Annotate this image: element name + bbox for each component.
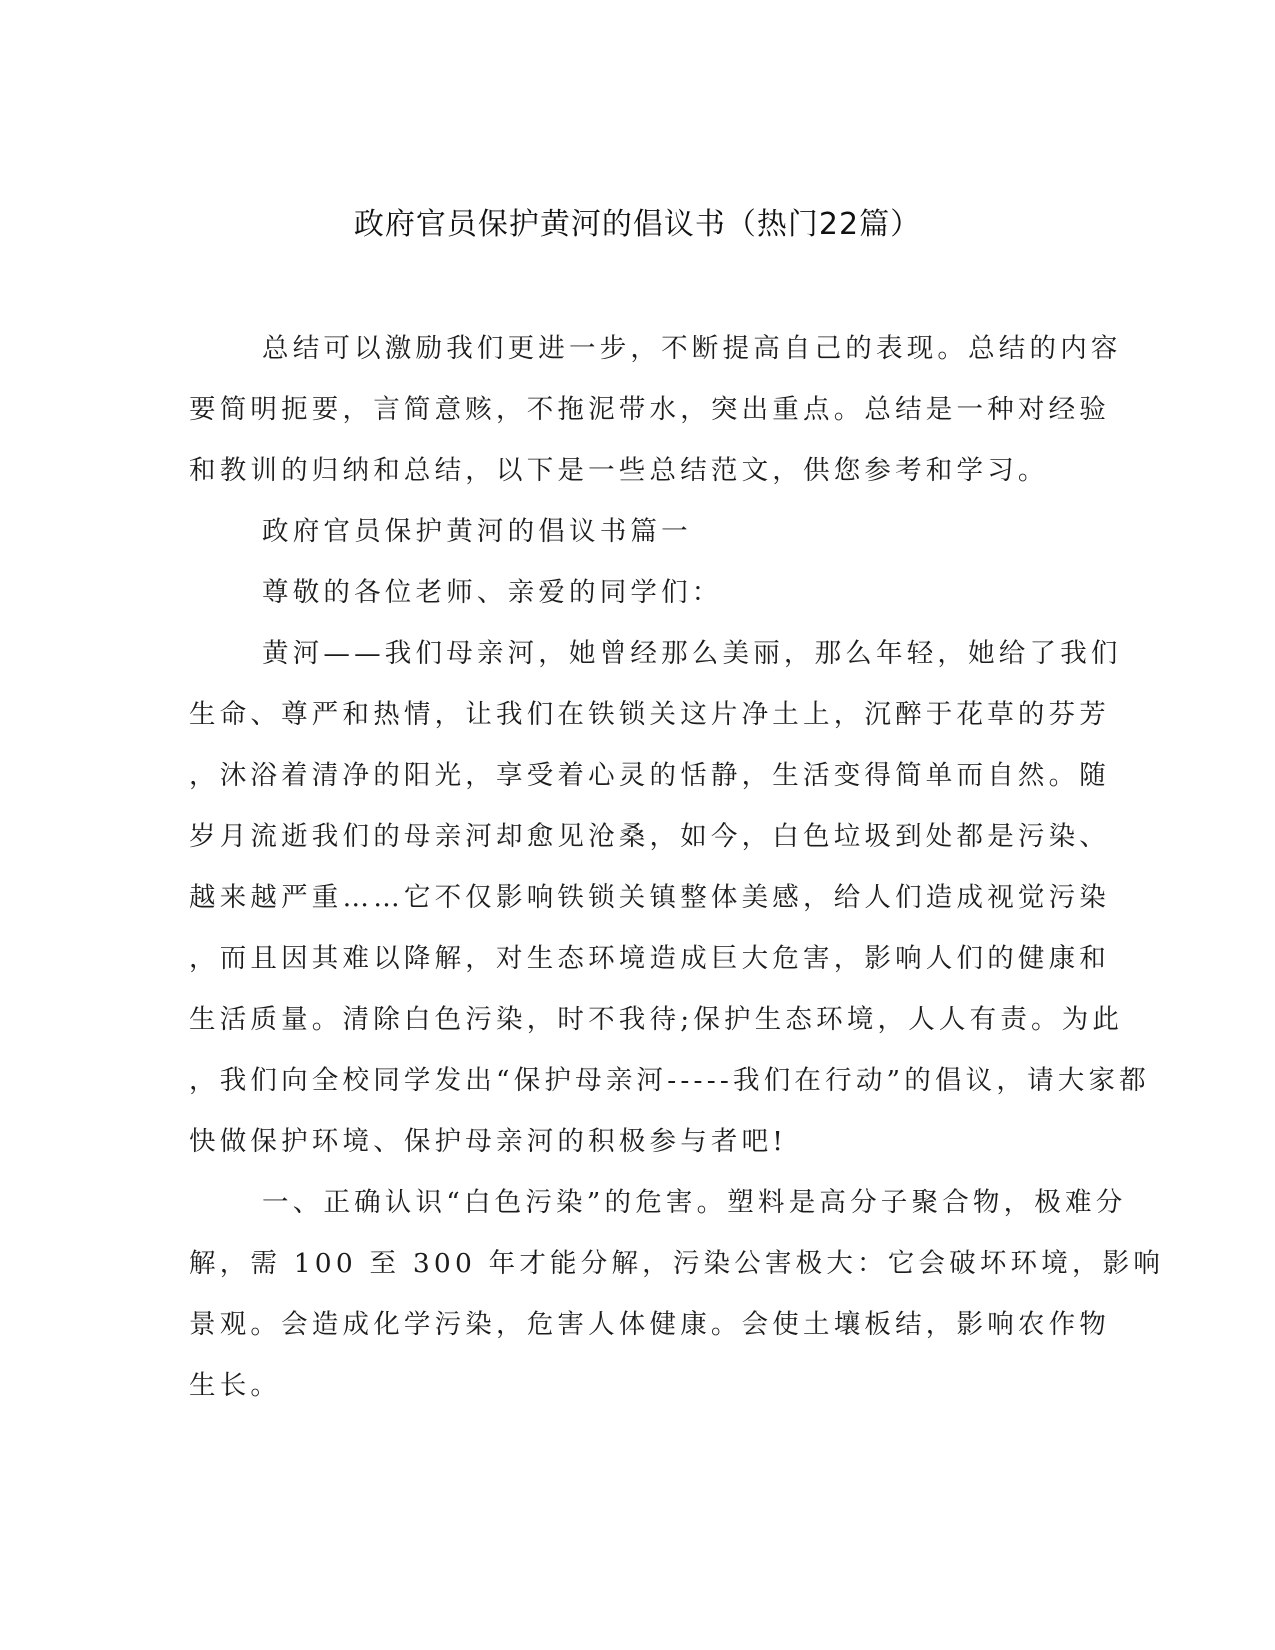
document-title: 政府官员保护黄河的倡议书（热门22篇） (353, 207, 922, 242)
section-heading: 政府官员保护黄河的倡议书篇一 (262, 516, 692, 547)
text-line: 生长。 (189, 1370, 282, 1401)
text-line: 生活质量。清除白色污染，时不我待;保护生态环境，人人有责。为此 (189, 1004, 1124, 1035)
text-line: 景观。会造成化学污染，危害人体健康。会使土壤板结，影响农作物 (189, 1309, 1110, 1340)
text-line: 黄河——我们母亲河，她曾经那么美丽，那么年轻，她给了我们 (262, 638, 1122, 669)
text-line: 岁月流逝我们的母亲河却愈见沧桑，如今，白色垃圾到处都是污染、 (189, 821, 1110, 852)
text-line: 要简明扼要，言简意赅，不拖泥带水，突出重点。总结是一种对经验 (189, 394, 1110, 425)
text-line: 一、正确认识“白色污染”的危害。塑料是高分子聚合物，极难分 (262, 1187, 1127, 1218)
text-line: 生命、尊严和热情，让我们在铁锁关这片净土上，沉醉于花草的芬芳 (189, 699, 1110, 730)
text-line: 越来越严重……它不仅影响铁锁关镇整体美感，给人们造成视觉污染 (189, 882, 1110, 913)
text-line: 总结可以激励我们更进一步，不断提高自己的表现。总结的内容 (262, 333, 1122, 364)
text-line: ，我们向全校同学发出“保护母亲河-----我们在行动”的倡议，请大家都 (189, 1065, 1150, 1096)
text-line: 快做保护环境、保护母亲河的积极参与者吧! (189, 1126, 788, 1157)
text-line: 解，需 100 至 300 年才能分解，污染公害极大：它会破坏环境，影响 (189, 1248, 1165, 1279)
text-line: 和教训的归纳和总结，以下是一些总结范文，供您参考和学习。 (189, 455, 1049, 486)
document-body (189, 325, 1165, 1423)
salutation: 尊敬的各位老师、亲爱的同学们： (262, 577, 723, 608)
text-line: ，沐浴着清净的阳光，享受着心灵的恬静，生活变得简单而自然。随 (189, 760, 1110, 791)
text-line: ，而且因其难以降解，对生态环境造成巨大危害，影响人们的健康和 (189, 943, 1110, 974)
